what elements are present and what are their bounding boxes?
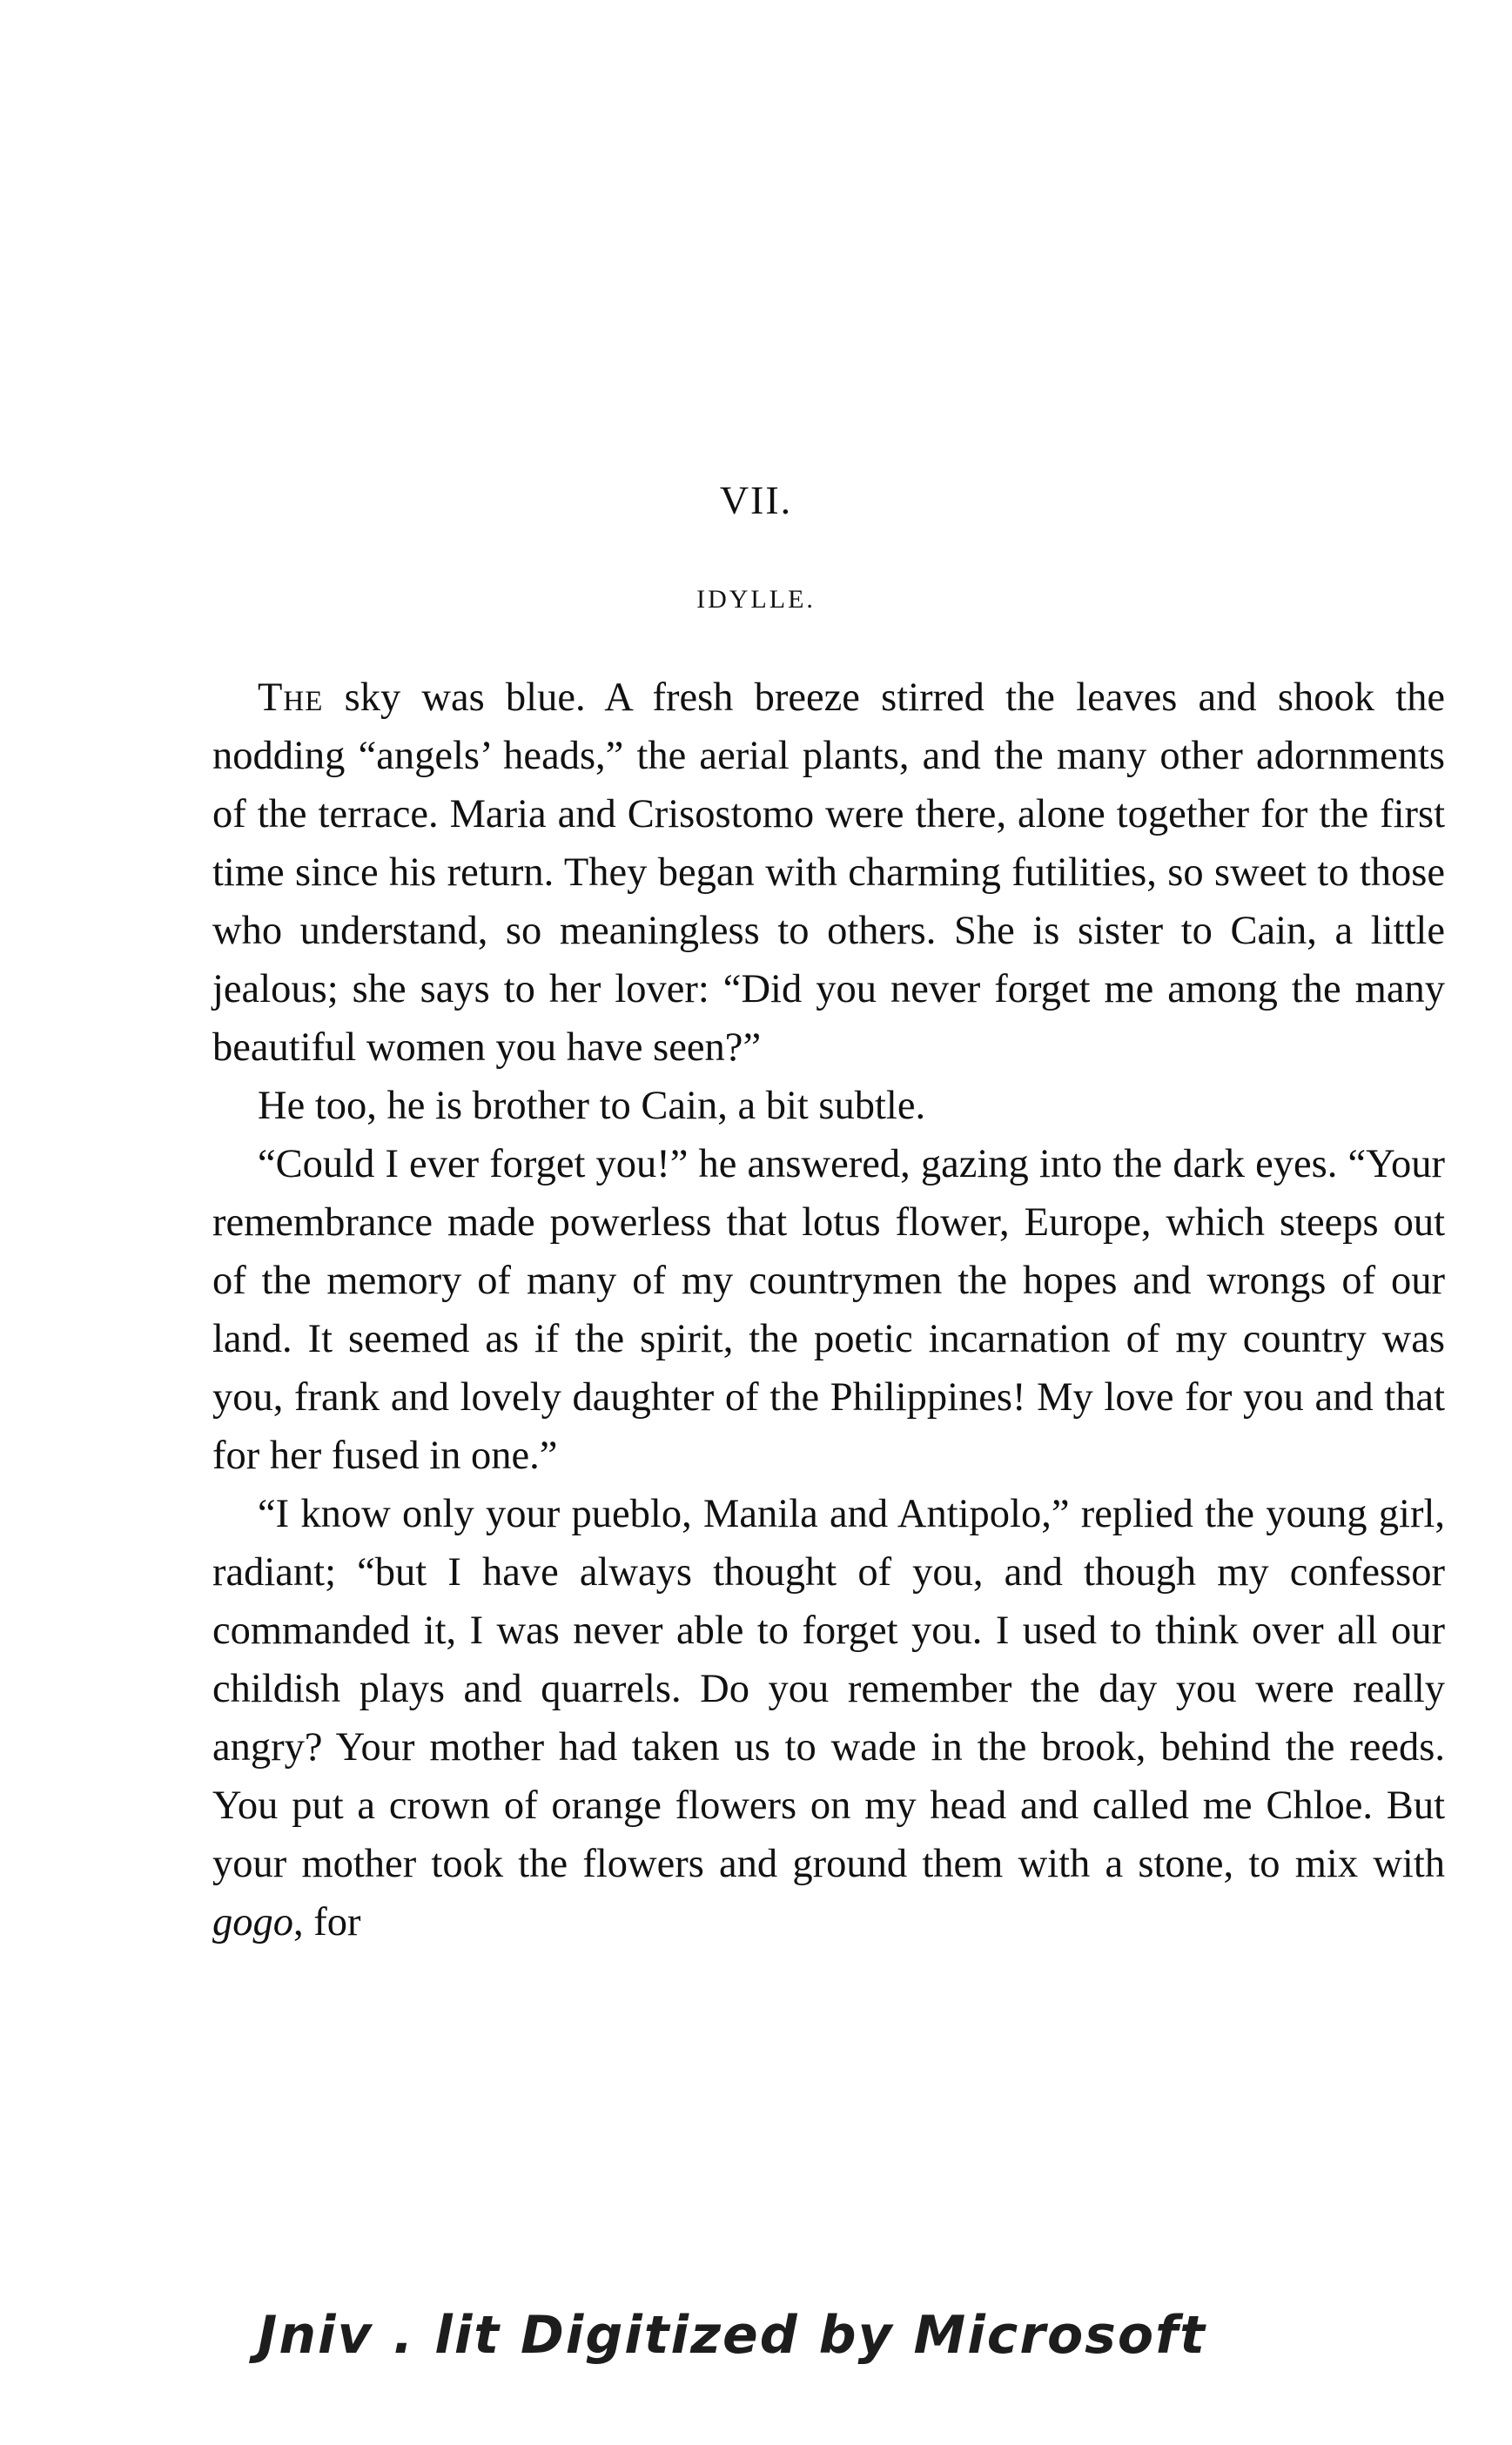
paragraph-2: He too, he is brother to Cain, a bit subtle. xyxy=(258,1084,926,1128)
chapter-title: IDYLLE. xyxy=(696,585,816,614)
paragraph-4 xyxy=(212,1485,1445,1951)
chapter-number: VII. xyxy=(719,478,793,522)
paragraph-4-tail: , for xyxy=(293,1900,361,1945)
digitized-watermark: Jniv . lit Digitized by Microsoft xyxy=(258,2305,1206,2366)
chapter-body xyxy=(212,668,1445,1951)
italic-word: gogo xyxy=(212,1900,293,1945)
paragraph-1-text: sky was blue. A fresh breeze stirred the leaves and shook the nodding “angels’ heads,” the aerial plants, and the many other adornments of the terrace. Maria and Crisostomo were there, alone together for the first time since his return. They began with charming futilities, so sweet to those who understand, so meaningless to others. She is sister to Cain, a little jealous; she says to her lover: “Did you never forget me among the many beautiful women you have seen?” xyxy=(212,675,1445,1070)
paragraph-1 xyxy=(212,668,1445,1077)
paragraph-4-text: “I know only your pueblo, Manila and Antipolo,” replied the young girl, radiant; “but I have always thought of you, and though my confessor commanded it, I was never able to forget you. I used to think over all our childish plays and quarrels. Do you remember the day you were really angry? Your mother had taken us to wade in the brook, behind the reeds. You put a crown of orange flowers on my head and called me Chloe. But your mother took the flowers and ground them with a stone, to mix with xyxy=(212,1492,1445,1886)
paragraph-3: “Could I ever forget you!” he answered, gazing into the dark eyes. “Your remembrance made powerless that lotus flower, Europe, which steeps out of the memory of many of my countrymen the hopes and wrongs of our land. It seemed as if the spirit, the poetic incarnation of my country was you, frank and lovely daughter of the Philippines! My love for you and that for her fused in one.” xyxy=(212,1142,1445,1478)
paragraph-lead-word: The xyxy=(258,675,324,720)
